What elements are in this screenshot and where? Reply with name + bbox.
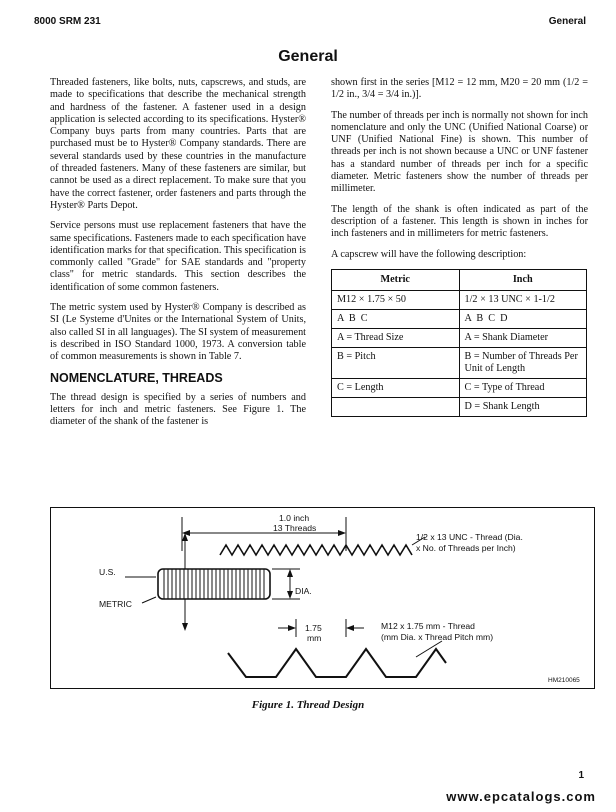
metric-callout-line1: M12 x 1.75 mm - Thread bbox=[381, 621, 475, 631]
metric-callout-line2: (mm Dia. x Thread Pitch mm) bbox=[381, 632, 494, 642]
table-header: Metric bbox=[332, 269, 460, 290]
table-cell: M12 × 1.75 × 50 bbox=[332, 290, 460, 309]
table-row bbox=[332, 328, 587, 347]
inch-threads-label: 13 Threads bbox=[273, 523, 317, 533]
paragraph: The thread design is specified by a series of numbers and letters for inch and metric fasteners. See Figure 1. The diameter of the shank of the fastener is bbox=[50, 391, 306, 428]
table-cell: C = Type of Thread bbox=[459, 378, 587, 397]
table-cell: B = Number of Threads Per Unit of Length bbox=[459, 347, 587, 378]
pitch-value-label: 1.75 bbox=[305, 623, 322, 633]
table-row bbox=[332, 290, 587, 309]
inch-callout-line1: 1/2 x 13 UNC - Thread (Dia. bbox=[416, 532, 523, 542]
table-cell: D = Shank Length bbox=[459, 397, 587, 416]
figure-code: HM210065 bbox=[548, 677, 580, 684]
table-cell: A = Shank Diameter bbox=[459, 328, 587, 347]
right-column bbox=[331, 77, 588, 417]
paragraph: The length of the shank is often indicated as part of the description of a fastener. This length is shown in inches for inch fasteners and in millimeters for metric fasteners. bbox=[331, 203, 588, 240]
figure-caption: Figure 1. Thread Design bbox=[251, 699, 365, 711]
table-cell: B = Pitch bbox=[332, 347, 460, 378]
table-header: Inch bbox=[459, 269, 587, 290]
table-row bbox=[332, 347, 587, 378]
us-label: U.S. bbox=[99, 567, 116, 577]
table-cell: C = Length bbox=[332, 378, 460, 397]
left-column bbox=[50, 77, 306, 437]
paragraph: The number of threads per inch is normally not shown for inch nomenclature and only the UNC (Unified National Coarse) or UNF (Unified National Fine) is shown. This number of threads per inch is not shown because a UNC or UNF fastener has a standard number of threads per inch for a specific diameter. Metric fasteners show the number of threads per millimeter. bbox=[331, 109, 588, 195]
watermark: www.epcatalogs.com bbox=[446, 789, 596, 804]
page-title: General bbox=[278, 48, 338, 65]
section-name: General bbox=[548, 16, 586, 27]
paragraph: Threaded fasteners, like bolts, nuts, capscrews, and studs, are made to specifications that describe the mechanical strength and hardness of the fastener. A fastener used in a design application is selected according to its specifications. Hyster® Company buys parts from many countries. Parts that are purchased must be to Hyster® Company standards. There are several standards used by these countries in the manufacture of threaded fasteners. Many of these fasteners are similar, but cannot be used as a direct replacement. To make sure that you have the correct fastener, order fasteners and parts through the Hyster® Parts Depot. bbox=[50, 77, 306, 211]
table-cell: A B C bbox=[332, 309, 460, 328]
inch-thread-profile bbox=[220, 545, 412, 555]
table-row bbox=[332, 309, 587, 328]
inch-length-label: 1.0 inch bbox=[279, 513, 310, 523]
doc-id: 8000 SRM 231 bbox=[34, 16, 101, 27]
capscrew-table bbox=[331, 269, 587, 417]
metric-thread-profile bbox=[228, 649, 446, 677]
thread-design-figure bbox=[50, 507, 595, 689]
paragraph: A capscrew will have the following description: bbox=[331, 248, 527, 260]
pitch-unit-label: mm bbox=[307, 633, 322, 643]
table-cell: A = Thread Size bbox=[332, 328, 460, 347]
diameter-label: DIA. bbox=[295, 586, 312, 596]
paragraph: The metric system used by Hyster® Company is described as SI (Le Systeme d'Unites or the International System of Units, also called SI in all languages). The SI system of measurement is described in ISO Standard 1000, 1973. A conversion table of common measurements is shown in Table 7. bbox=[50, 302, 306, 363]
page-number: 1 bbox=[578, 770, 584, 781]
paragraph: Service persons must use replacement fasteners that have the same specifications. Fasteners made to each specification have identification marks for that specification. This specification is commonly called "Grade" for SAE standards and "property class" for metric standards. This section describes the identification of some common fasteners. bbox=[50, 220, 306, 293]
table-cell: 1/2 × 13 UNC × 1-1/2 bbox=[459, 290, 587, 309]
table-cell: A B C D bbox=[459, 309, 587, 328]
table-row bbox=[332, 397, 587, 416]
table-cell bbox=[332, 397, 460, 416]
table-row bbox=[332, 378, 587, 397]
inch-callout-line2: x No. of Threads per Inch) bbox=[416, 543, 516, 553]
paragraph: shown first in the series [M12 = 12 mm, M20 = 20 mm (1/2 = 1/2 in., 3/4 = 3/4 in.)]. bbox=[331, 77, 588, 101]
section-heading: NOMENCLATURE, THREADS bbox=[50, 370, 223, 385]
table-header-row bbox=[332, 269, 587, 290]
metric-label: METRIC bbox=[99, 599, 132, 609]
